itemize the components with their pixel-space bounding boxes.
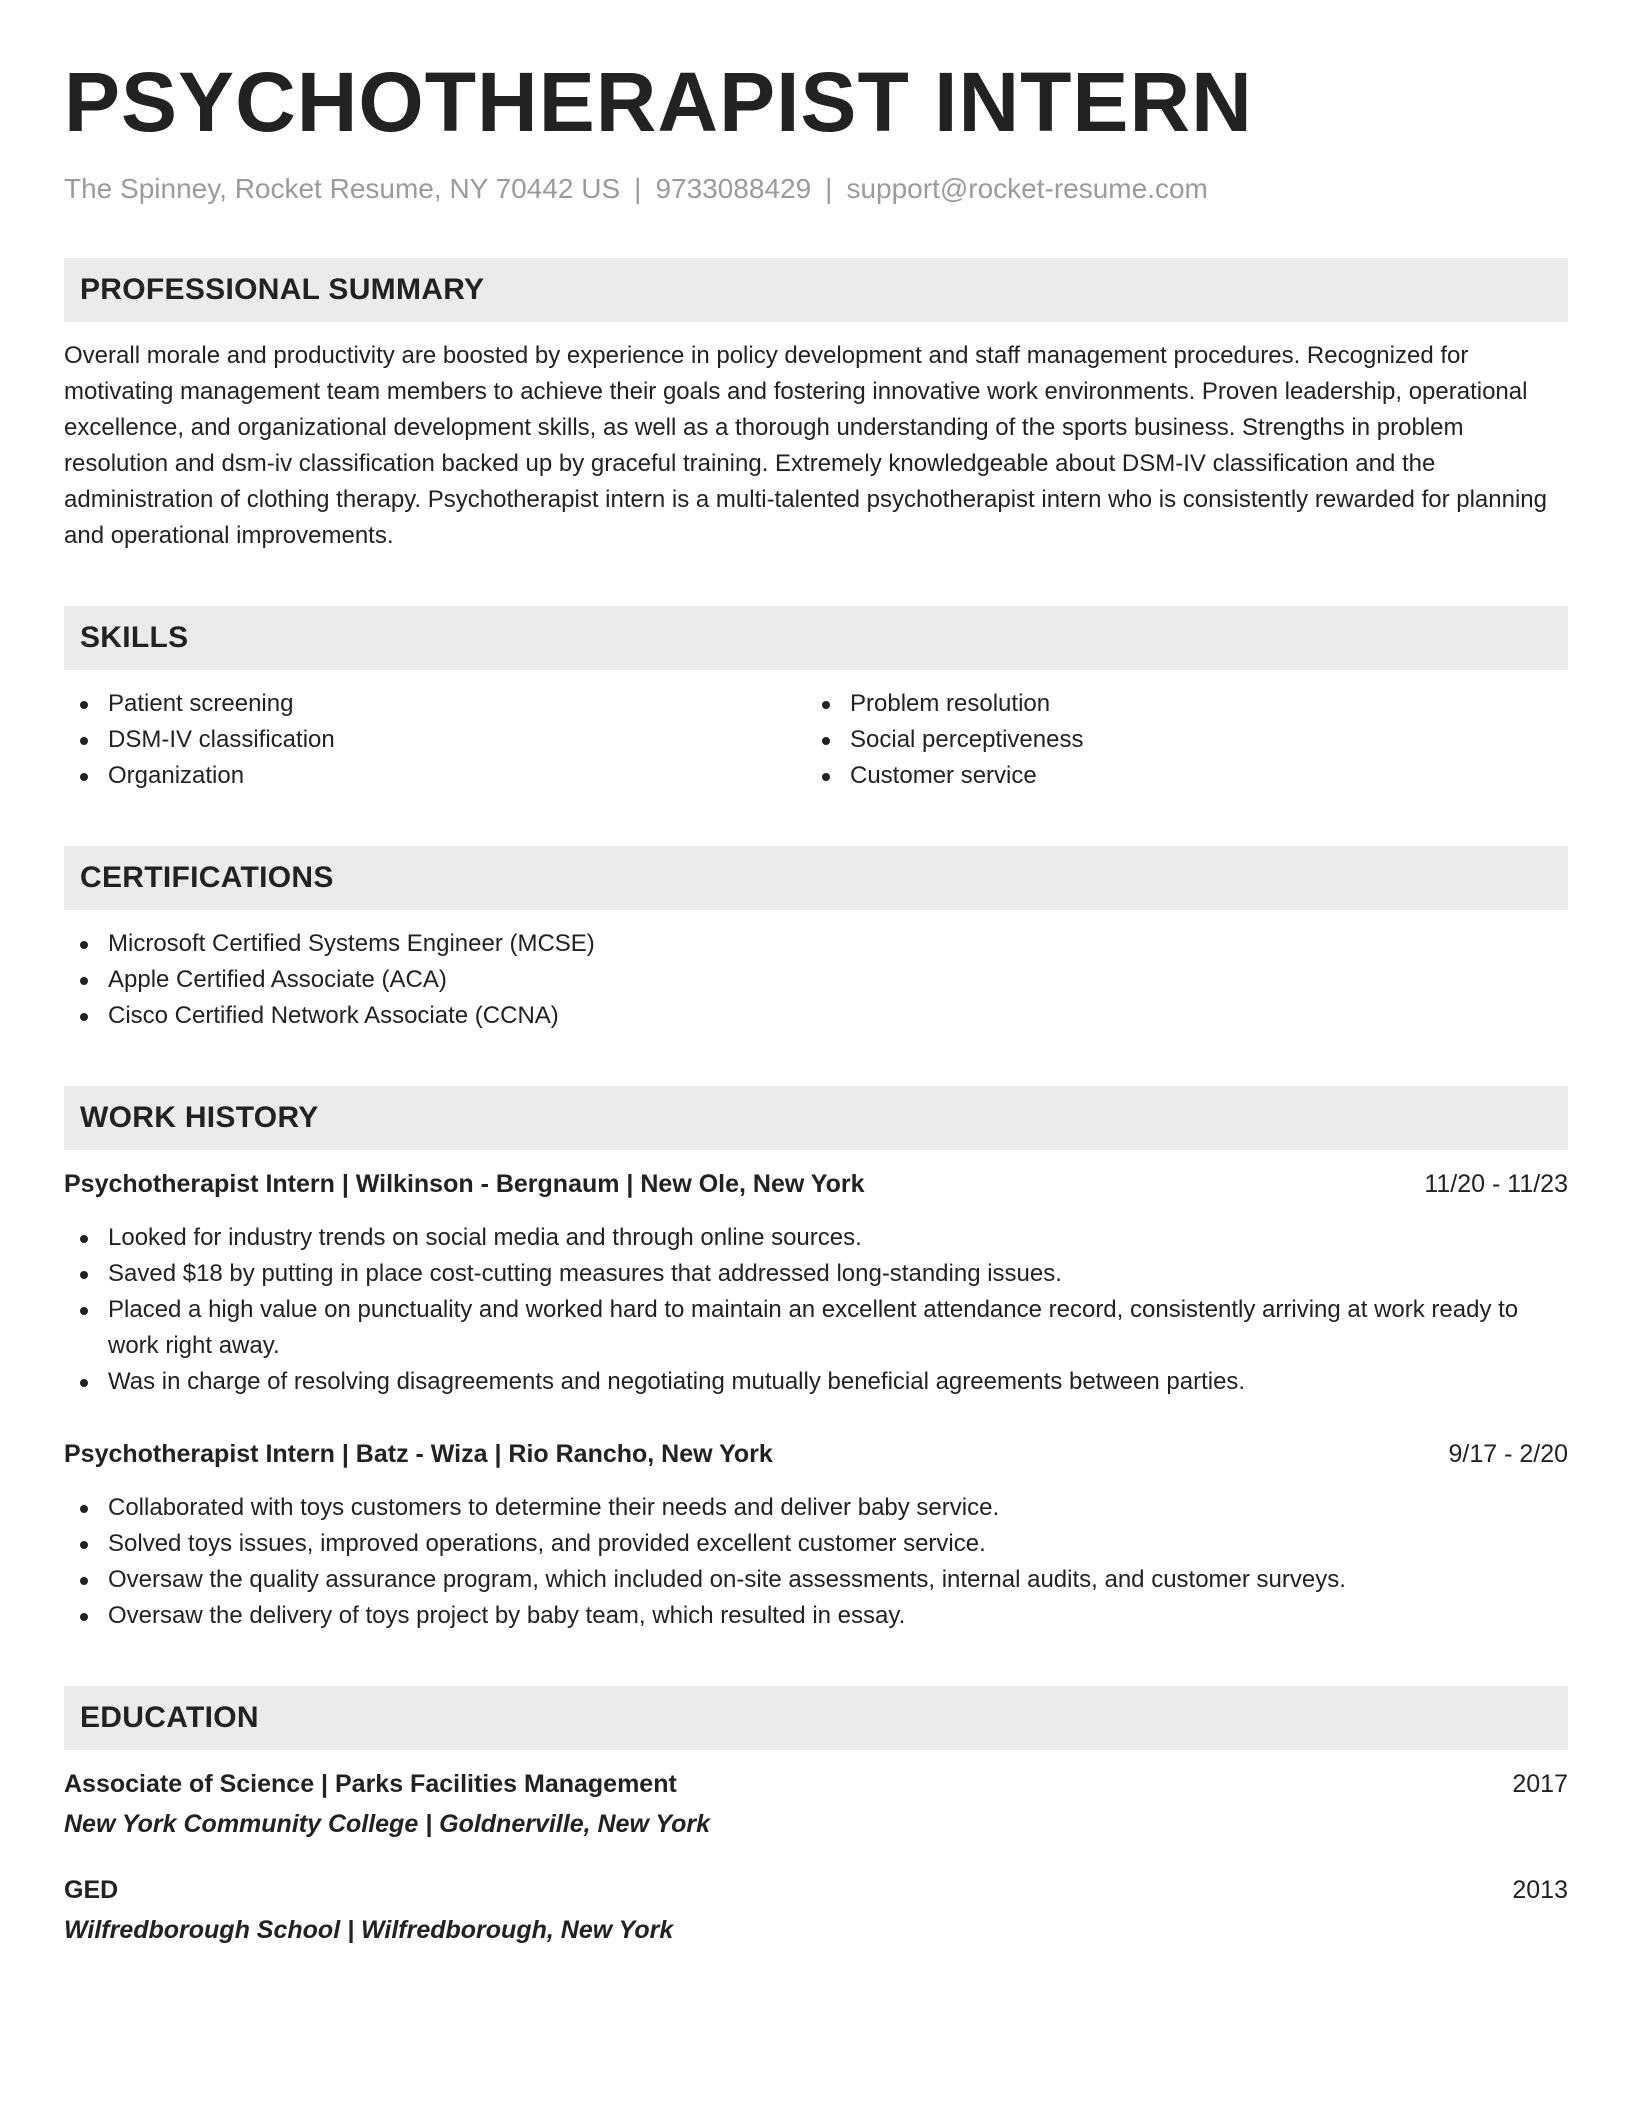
education-school: New York Community College | Goldnerville, New York [64,1809,711,1838]
contact-line [64,172,1568,206]
contact-separator: | [825,173,833,204]
work-history-heading: WORK HISTORY [64,1086,1568,1150]
job-bullet: Looked for industry trends on social media and through online sources. [64,1220,1568,1256]
job-entry [64,1436,1568,1634]
contact-email: support@rocket-resume.com [846,173,1208,204]
job-bullet: Placed a high value on punctuality and worked hard to maintain an excellent attendance record, consistently arriving at work ready to work right away. [64,1292,1568,1364]
job-entry [64,1166,1568,1400]
job-bullets [64,1490,1568,1634]
job-title: Psychotherapist Intern | Batz - Wiza | Rio Rancho, New York [64,1439,773,1468]
education-year: 2017 [1512,1769,1568,1798]
job-bullet: Solved toys issues, improved operations, and provided excellent customer service. [64,1526,1568,1562]
certifications-list [64,926,1568,1034]
job-bullet: Oversaw the quality assurance program, which included on-site assessments, internal audits, and customer surveys. [64,1562,1568,1598]
skill-item: Patient screening [64,686,806,722]
education-year: 2013 [1512,1875,1568,1904]
skills-grid [64,686,1568,794]
job-dates: 11/20 - 11/23 [1424,1169,1568,1198]
job-header [64,1436,1568,1472]
education-school: Wilfredborough School | Wilfredborough, New York [64,1915,674,1944]
candidate-name: PSYCHOTHERAPIST INTERN [64,55,1253,149]
skills-list-left [64,686,806,794]
summary-text: Overall morale and productivity are boosted by experience in policy development and staff management procedures. Recognized for motivating management team members to achieve their goals and fostering innovative work environments. Proven leadership, operational excellence, and organizational development skills, as well as a thorough understanding of the sports business. Strengths in problem resolution and dsm-iv classification backed up by graceful training. Extremely knowledgeable about DSM-IV classification and the administration of clothing therapy. Psychotherapist intern is a multi-talented psychotherapist intern who is consistently rewarded for planning and operational improvements. [64,341,1547,549]
job-bullet: Collaborated with toys customers to determine their needs and deliver baby service. [64,1490,1568,1526]
contact-address: The Spinney, Rocket Resume, NY 70442 US [64,173,621,204]
job-bullets [64,1220,1568,1400]
skill-item: DSM-IV classification [64,722,806,758]
job-header [64,1166,1568,1202]
education-entry [64,1766,1568,1842]
skills-heading: SKILLS [64,606,1568,670]
education-header [64,1766,1568,1802]
certification-item: Cisco Certified Network Associate (CCNA) [64,998,1568,1034]
skills-list-right [806,686,1548,794]
skill-item: Customer service [806,758,1548,794]
job-bullet: Was in charge of resolving disagreements and negotiating mutually beneficial agreements between parties. [64,1364,1568,1400]
summary-heading: PROFESSIONAL SUMMARY [64,258,1568,322]
job-dates: 9/17 - 2/20 [1448,1439,1568,1468]
certification-item: Apple Certified Associate (ACA) [64,962,1568,998]
skill-item: Organization [64,758,806,794]
education-heading: EDUCATION [64,1686,1568,1750]
resume-page [64,0,1568,1948]
education-header [64,1872,1568,1908]
certification-item: Microsoft Certified Systems Engineer (MCSE) [64,926,1568,962]
education-entry [64,1872,1568,1948]
job-bullet: Saved $18 by putting in place cost-cutting measures that addressed long-standing issues. [64,1256,1568,1292]
education-degree: Associate of Science | Parks Facilities Management [64,1769,677,1798]
certifications-heading: CERTIFICATIONS [64,846,1568,910]
skill-item: Social perceptiveness [806,722,1548,758]
job-title: Psychotherapist Intern | Wilkinson - Bergnaum | New Ole, New York [64,1169,865,1198]
contact-phone: 9733088429 [655,173,812,204]
education-degree: GED [64,1875,119,1904]
skill-item: Problem resolution [806,686,1548,722]
job-bullet: Oversaw the delivery of toys project by baby team, which resulted in essay. [64,1598,1568,1634]
contact-separator: | [634,173,642,204]
